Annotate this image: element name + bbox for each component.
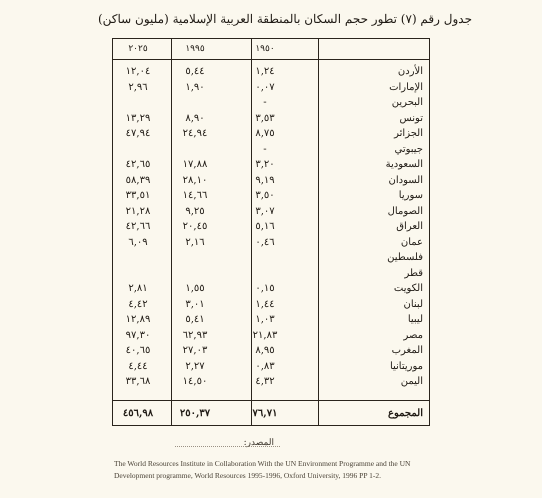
country-name: الإمارات — [389, 81, 423, 93]
value-1950: ١,٠٣ — [255, 314, 275, 325]
total-1950: ٧٦,٧١ — [252, 408, 278, 419]
country-name: جيبوتي — [394, 143, 423, 155]
total-label: المجموع — [388, 408, 423, 419]
country-name: فلسطين — [387, 252, 423, 263]
table-row — [113, 143, 429, 156]
value-1950: ٢١,٨٣ — [252, 329, 278, 341]
value-1995: ٨,٩٠ — [185, 112, 205, 124]
total-divider — [113, 400, 429, 401]
table-row — [113, 251, 429, 264]
country-name: موريتانيا — [389, 360, 423, 372]
value-1950: ٤,٣٢ — [255, 376, 275, 387]
table-row — [113, 313, 429, 326]
header-2025: ٢٠٢٥ — [128, 44, 148, 54]
value-1950: - — [263, 143, 267, 155]
table-row — [113, 158, 429, 171]
value-1950: ٠,١٥ — [255, 283, 275, 294]
value-2025: ٢,٨١ — [128, 283, 148, 294]
value-1995: ٢,٢٧ — [185, 360, 205, 372]
country-name: لبنان — [403, 298, 423, 310]
table-row — [113, 127, 429, 140]
value-1950: ٨,٩٥ — [255, 345, 275, 356]
value-1995: ١,٥٥ — [185, 283, 205, 294]
country-name: السودان — [388, 174, 423, 186]
country-name: العراق — [396, 221, 423, 232]
value-2025: ٤,٤٢ — [128, 298, 148, 310]
value-2025: ٤٠,٦٥ — [125, 345, 151, 356]
country-name: المغرب — [391, 345, 423, 356]
table-row — [113, 236, 429, 249]
table-row — [113, 375, 429, 388]
table-row — [113, 298, 429, 311]
table-row — [113, 282, 429, 295]
value-1995: ٥,٤٤ — [185, 66, 205, 77]
value-2025: ٣٣,٦٨ — [125, 376, 151, 387]
value-1995: ٢٧,٠٣ — [182, 345, 208, 356]
table-row — [113, 96, 429, 109]
value-2025: ٦,٠٩ — [128, 236, 148, 248]
country-name: قطر — [404, 267, 423, 279]
source-label: المصدر: — [243, 438, 274, 448]
value-1995: ١٧,٨٨ — [182, 159, 208, 170]
value-1995: ١٤,٦٦ — [182, 190, 208, 201]
table-row — [113, 267, 429, 280]
value-1995: ٦٢,٩٣ — [182, 329, 208, 341]
table-row — [113, 205, 429, 218]
value-1950: ٩,١٩ — [255, 174, 275, 186]
country-name: الكويت — [393, 283, 423, 294]
value-1950: - — [263, 97, 267, 108]
total-2025: ٤٥٦,٩٨ — [122, 408, 154, 419]
total-1995: ٢٥٠,٣٧ — [179, 408, 211, 419]
value-1995: ٩,٢٥ — [185, 205, 205, 217]
total-row — [113, 407, 429, 420]
value-2025: ١٢,٨٩ — [125, 314, 151, 325]
header-row — [113, 43, 429, 56]
country-name: تونس — [399, 112, 423, 124]
value-2025: ٤٢,٦٥ — [125, 159, 151, 170]
value-2025: ٤٧,٩٤ — [125, 128, 151, 139]
country-name: اليمن — [400, 376, 423, 387]
table-row — [113, 112, 429, 125]
country-name: البحرين — [391, 97, 423, 108]
value-2025: ٩٧,٣٠ — [125, 329, 151, 341]
value-1950: ٣,٥٠ — [255, 190, 275, 201]
value-2025: ٤٢,٦٦ — [125, 221, 151, 232]
table-row — [113, 360, 429, 373]
table-title: جدول رقم (٧) تطور حجم السكان بالمنطقة العربية الإسلامية (مليون ساكن) — [97, 12, 472, 26]
value-2025: ٢,٩٦ — [128, 81, 148, 93]
value-2025: ٥٨,٣٩ — [125, 174, 151, 186]
table-row — [113, 81, 429, 94]
table-row — [113, 220, 429, 233]
value-1950: ٣,٥٣ — [255, 112, 275, 124]
country-name: سوريا — [398, 190, 423, 201]
value-1995: ٥,٤١ — [185, 314, 205, 325]
value-1995: ٢,١٦ — [185, 236, 205, 248]
value-1950: ١,٢٤ — [255, 66, 275, 77]
value-1995: ١٤,٥٠ — [182, 376, 208, 387]
table-row — [113, 65, 429, 78]
value-2025: ٣٣,٥١ — [125, 190, 151, 201]
value-1950: ٨,٧٥ — [255, 128, 275, 139]
value-1995: ٢٨,١٠ — [182, 174, 208, 186]
value-1995: ٢٤,٩٤ — [182, 128, 208, 139]
population-table — [112, 38, 430, 426]
value-1950: ٣,٢٠ — [255, 159, 275, 170]
table-row — [113, 189, 429, 202]
source-citation: The World Resources Institute in Collaboration With the UN Environment Programme and the UN Development programme, World Resources 1995-1996, Oxford University, 1996 PP 1-2. — [114, 459, 411, 480]
value-1950: ٠,٨٣ — [255, 360, 275, 372]
value-1950: ١,٤٤ — [255, 298, 275, 310]
faded-source-line — [175, 438, 280, 447]
country-name: عمان — [400, 236, 423, 248]
value-2025: ١٣,٢٩ — [125, 112, 151, 124]
value-1995: ٣,٠١ — [185, 298, 205, 310]
value-1995: ٢٠,٤٥ — [182, 221, 208, 232]
value-1950: ٠,٠٧ — [255, 81, 275, 93]
table-row — [113, 174, 429, 187]
country-name: الأردن — [397, 66, 423, 77]
table-row — [113, 329, 429, 342]
value-2025: ١٢,٠٤ — [125, 66, 151, 77]
country-name: ليبيا — [407, 314, 423, 325]
header-1950: ١٩٥٠ — [255, 44, 275, 54]
value-2025: ٤,٤٤ — [128, 360, 148, 372]
value-1995: ١,٩٠ — [185, 81, 205, 93]
country-name: الجزائر — [394, 128, 423, 139]
header-1995: ١٩٩٥ — [185, 44, 205, 54]
header-divider — [113, 59, 429, 60]
value-1950: ٣,٠٧ — [255, 205, 275, 217]
value-1950: ٠,٤٦ — [255, 236, 275, 248]
value-2025: ٢١,٢٨ — [125, 205, 151, 217]
country-name: مصر — [403, 329, 423, 341]
country-name: الصومال — [387, 205, 423, 217]
country-name: السعودية — [385, 159, 423, 170]
table-row — [113, 344, 429, 357]
value-1950: ٥,١٦ — [255, 221, 275, 232]
